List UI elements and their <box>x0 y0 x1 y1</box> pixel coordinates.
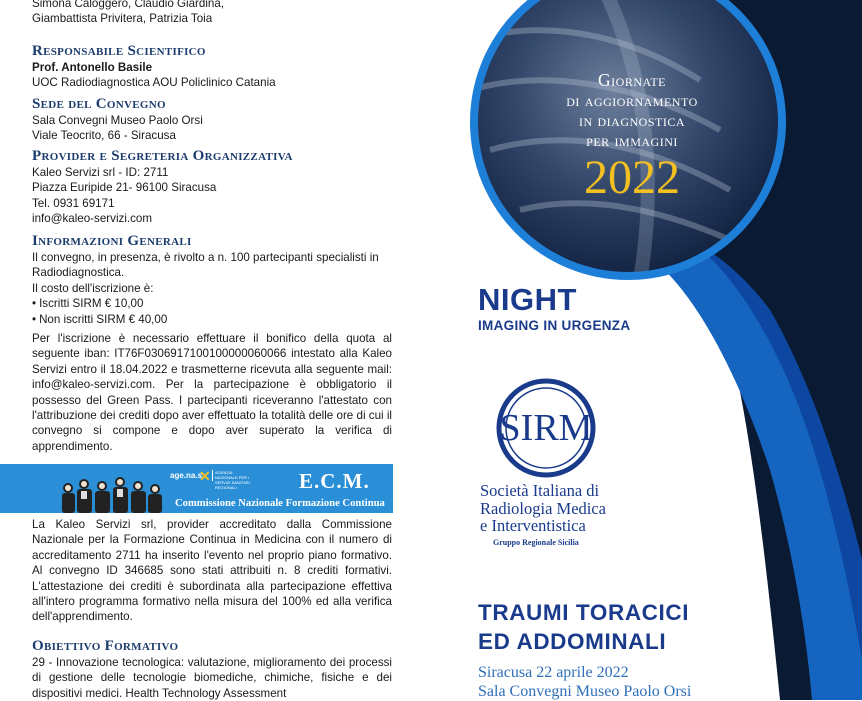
night-title: NIGHT <box>478 282 577 317</box>
event-venue: Sala Convegni Museo Paolo Orsi <box>478 683 692 700</box>
responsabile-heading: Responsabile Scientifico <box>32 43 206 59</box>
provider-line: Kaleo Servizi srl - ID: 2711 <box>32 166 169 179</box>
title-line: di aggiornamento <box>566 90 698 110</box>
provider-line: Piazza Euripide 21- 96100 Siracusa <box>32 181 217 195</box>
event-title-line: TRAUMI TORACICI <box>478 600 690 625</box>
sede-heading: Sede del Convegno <box>32 96 166 112</box>
obiettivo-heading: Obiettivo Formativo <box>32 638 179 654</box>
ecm-subtitle: Commissione Nazionale Formazione Continua <box>175 498 385 509</box>
info-intro: Il convegno, in presenza, è rivolto a n. 100 partecipanti specialisti in Radiodiagnostica. <box>32 251 379 280</box>
agenas-logo: age.na.s. <box>170 471 205 480</box>
info-cost-item: • Non iscritti SIRM € 40,00 <box>32 312 392 327</box>
cover-title <box>502 70 762 204</box>
agenas-x-icon: ✕ <box>199 468 211 484</box>
society-line: e Interventistica <box>480 516 586 535</box>
cover-year: 2022 <box>584 151 680 204</box>
provider-email[interactable]: info@kaleo-servizi.com <box>32 212 153 226</box>
event-place <box>478 663 691 701</box>
ecm-title: E.C.M. <box>299 469 370 493</box>
event-date: Siracusa 22 aprile 2022 <box>478 664 629 681</box>
event-title <box>478 598 689 656</box>
society-line: Radiologia Medica <box>480 498 607 518</box>
info-cost-label: Il costo dell'iscrizione è: <box>32 281 154 295</box>
provider-line: Tel. 0931 69171 <box>32 196 115 210</box>
info-heading: Informazioni Generali <box>32 233 192 249</box>
responsabile-name: Prof. Antonello Basile <box>32 61 153 74</box>
sirm-logo <box>496 378 596 478</box>
committee-line: Giambattista Privitera, Patrizia Toia <box>32 12 213 26</box>
title-line: per immagini <box>586 130 678 150</box>
society-name <box>480 482 606 535</box>
title-line: in diagnostica <box>578 110 686 130</box>
responsabile-role: UOC Radiodiagnostica AOU Policlinico Catania <box>32 76 276 90</box>
sede-venue: Sala Convegni Museo Paolo Orsi <box>32 114 203 127</box>
ecm-text: La Kaleo Servizi srl, provider accreditato dalla Commissione Nazionale per la Formazione Continua in Medicina con il numero di accreditamento 2711 ha inserito l'evento nel proprio piano formativo. Al convegno ID 346685 sono stati attribuiti n. 8 crediti formativi. L'attestazione dei crediti è subordinata alla partecipazione effettiva all'intero programma formativo nella misura del 100% ed alla verifica dell'apprendimento. <box>32 518 392 624</box>
title-line: Giornate <box>598 70 666 90</box>
night-subtitle: IMAGING IN URGENZA <box>478 318 631 333</box>
info-payment: Per l'iscrizione è necessario effettuare il bonifico della quota al seguente iban: IT76F0306917100100000060066 intestato alla Kaleo Servizi entro il 18.04.2022 e trasmetterne ricevuta alla seguente mail: info@kaleo-servizi.com. Per la partecipazione è obbligatorio il possesso del Green Pass. I partecipanti riceveranno l'attestato con l'attribuzione dei crediti dopo aver effettuato la totalità delle ore di cui il convegno si compone e dopo aver superato la verifica di apprendimento. <box>32 332 392 453</box>
society-line: Società Italiana di <box>480 481 600 500</box>
info-cost-item: • Iscritti SIRM € 10,00 <box>32 296 392 311</box>
provider-heading: Provider e Segreteria Organizzativa <box>32 148 293 164</box>
event-title-line: ED ADDOMINALI <box>478 629 667 654</box>
committee-line: Simona Caloggero, Claudio Giardina, <box>32 0 225 10</box>
society-subtitle: Gruppo Regionale Sicilia <box>493 538 579 547</box>
agenas-full-name: AGENZIA NAZIONALE PER I SERVIZI SANITARI REGIONALI <box>212 470 251 481</box>
obiettivo-text: 29 - Innovazione tecnologica: valutazione, miglioramento dei processi di gestione delle tecnologie biomediche, chimiche, fisiche e dei dispositivi medici. Health Technology Assessment <box>32 656 392 700</box>
sirm-logo-letters: SIRM <box>499 407 593 449</box>
sede-address: Viale Teocrito, 66 - Siracusa <box>32 129 176 143</box>
